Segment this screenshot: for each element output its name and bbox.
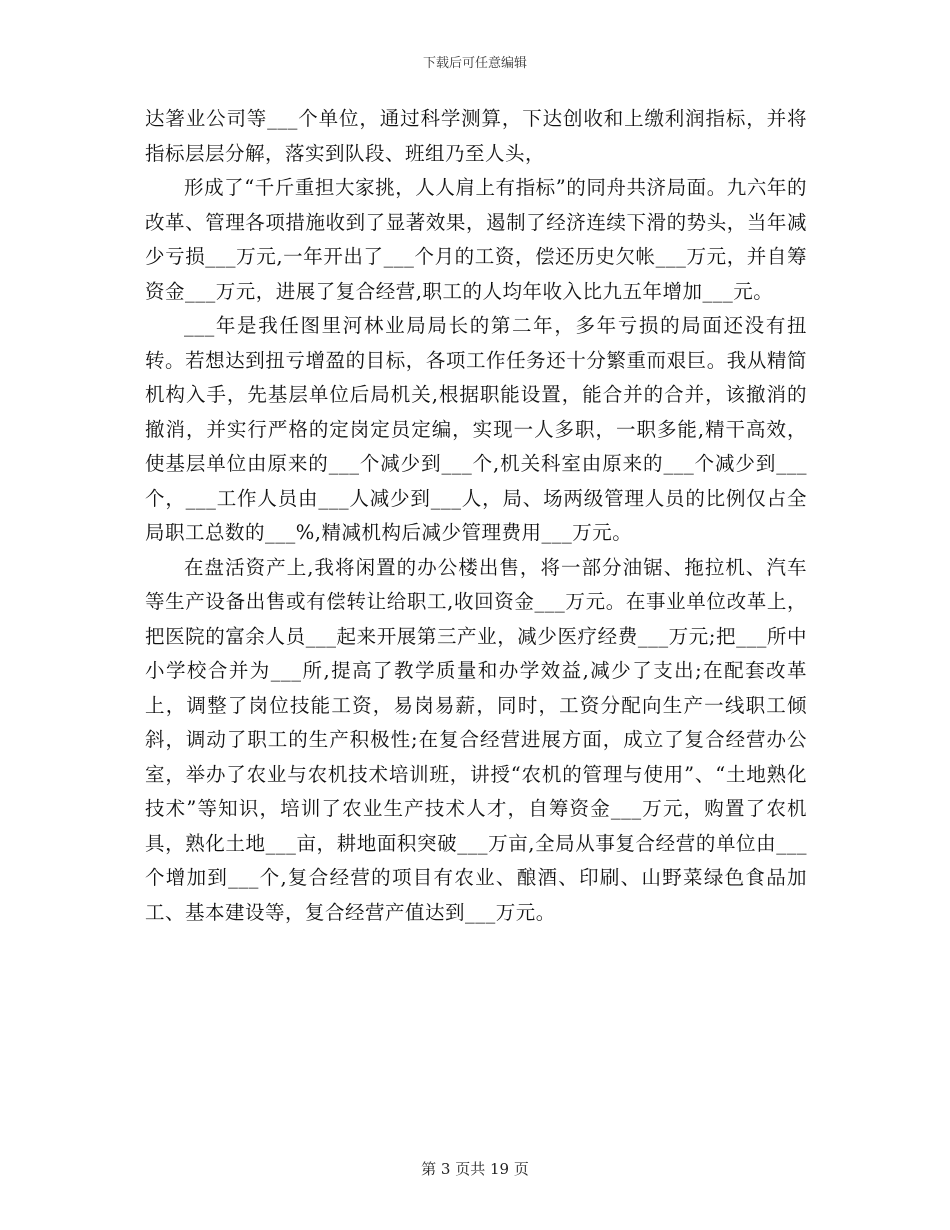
paragraph-1: 达箸业公司等___个单位，通过科学测算，下达创收和上缴利润指标，并将指标层层分解，落实到队段、班组乃至人头， [145,107,807,165]
page-header-note: 下载后可任意编辑 [422,56,527,71]
document-body [145,102,807,930]
paragraph-2: 形成了“千斤重担大家挑，人人肩上有指标”的同舟共济局面。九六年的改革、管理各项措施收到了显著效果，遏制了经济连续下滑的势头，当年减少亏损___万元,一年开出了___个月的工资，偿还历史欠帐___万元，并自筹资金___万元，进展了复合经营,职工的人均年收入比九五年增加___元。 [145,176,807,303]
paragraph-4: 在盘活资产上,我将闲置的办公楼出售，将一部分油锯、拖拉机、汽车等生产设备出售或有偿转让给职工,收回资金___万元。在事业单位改革上，把医院的富余人员___起来开展第三产业，减少医疗经费___万元;把___所中小学校合并为___所,提高了教学质量和办学效益,减少了支出;在配套改革上，调整了岗位技能工资，易岗易薪，同时，工资分配向生产一线职工倾斜，调动了职工的生产积极性;在复合经营进展方面，成立了复合经营办公室，举办了农业与农机技术培训班，讲授“农机的管理与使用”、“土地熟化技术”等知识，培训了农业生产技术人才，自筹资金___万元，购置了农机具，熟化土地___亩，耕地面积突破___万亩,全局从事复合经营的单位由___个增加到___个,复合经营的项目有农业、酿酒、印刷、山野菜绿色食品加工、基本建设等，复合经营产值达到___万元。 [145,555,807,924]
paragraph-3: ___年是我任图里河林业局局长的第二年，多年亏损的局面还没有扭转。若想达到扭亏增盈的目标，各项工作任务还十分繁重而艰巨。我从精简机构入手，先基层单位后局机关,根据职能设置，能合并的合并，该撤消的撤消，并实行严格的定岗定员定编，实现一人多职，一职多能,精干高效，使基层单位由原来的___个减少到___个,机关科室由原来的___个减少到___个，___工作人员由___人减少到___人，局、场两级管理人员的比例仅占全局职工总数的___%,精减机构后减少管理费用___万元。 [145,314,807,544]
page-number-footer: 第 3 页共 19 页 [421,1160,529,1178]
